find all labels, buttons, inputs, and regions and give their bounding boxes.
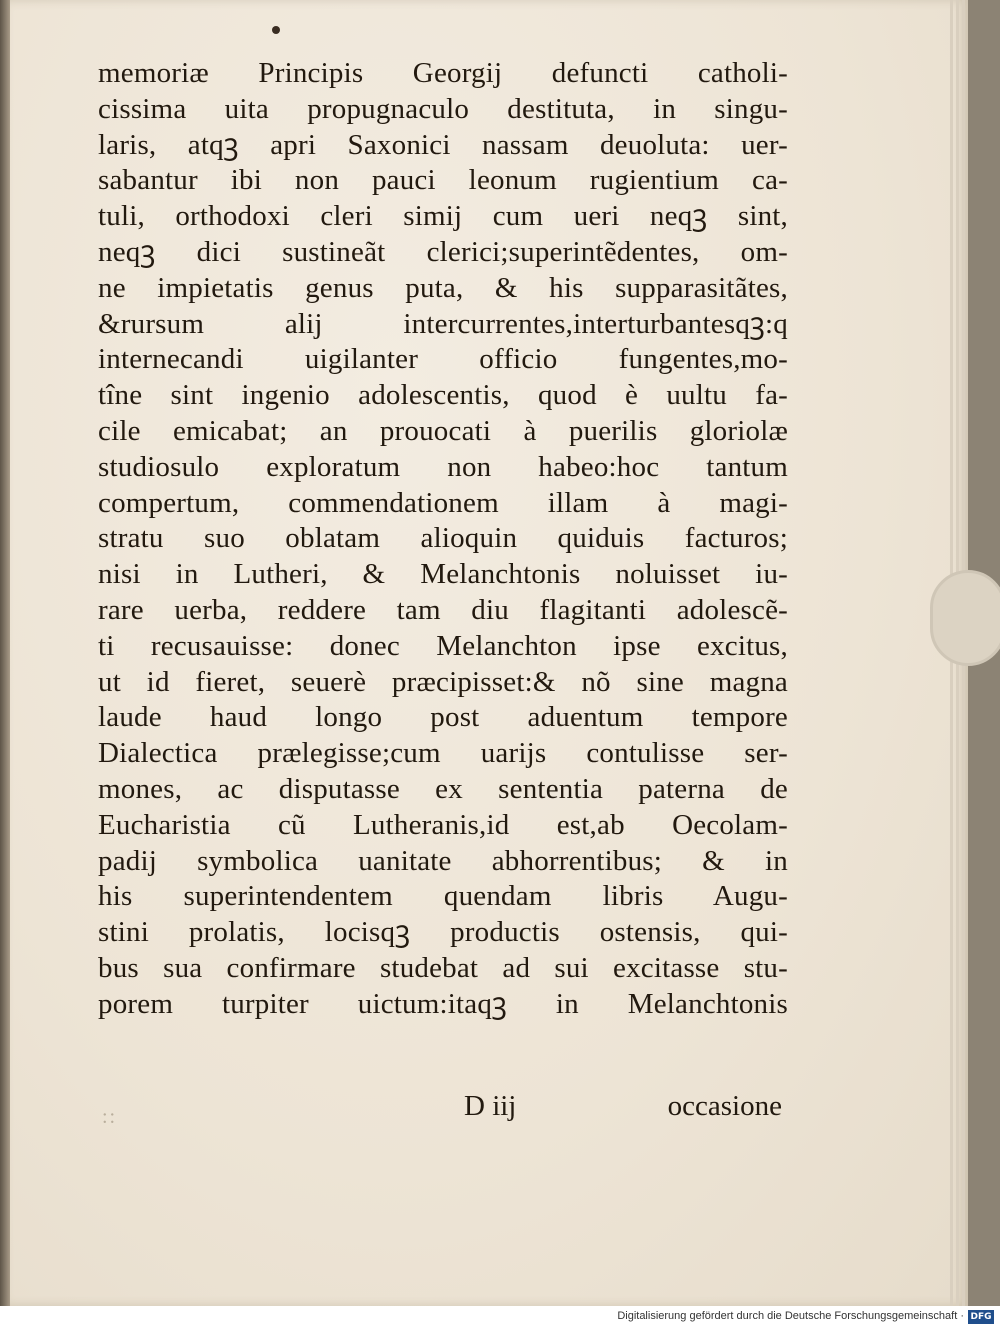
text-line: tuli, orthodoxi cleri simij cum ueri neqꝫ sint, bbox=[98, 200, 788, 233]
dfg-logo-icon: DFG bbox=[968, 1310, 994, 1324]
signature-mark: D iij bbox=[464, 1090, 517, 1122]
text-line: nisi in Lutheri, & Melanchtonis noluisset iu- bbox=[98, 558, 788, 591]
text-line: &rursum alij intercurrentes,interturbantesqꝫ:q bbox=[98, 307, 788, 340]
text-line: padij symbolica uanitate abhorrentibus; & in bbox=[98, 844, 788, 877]
text-line: stratu suo oblatam alioquin quiduis facturos; bbox=[98, 522, 788, 555]
text-line: cile emicabat; an prouocati à puerilis gloriolæ bbox=[98, 414, 788, 447]
text-line: ti recusauisse: donec Melanchton ipse excitus, bbox=[98, 629, 788, 662]
text-line: ut id fieret, seuerè præcipisset:& nõ sine magna bbox=[98, 665, 788, 698]
text-line: porem turpiter uictum:itaqꝫ in Melanchtonis bbox=[98, 987, 788, 1020]
text-line: memoriæ Principis Georgij defuncti catholi- bbox=[98, 57, 788, 89]
page-foot-line bbox=[98, 1090, 788, 1126]
text-line: mones, ac disputasse ex sententia paterna de bbox=[98, 772, 788, 805]
text-line: studiosulo exploratum non habeo:hoc tantum bbox=[98, 450, 788, 483]
text-line: sabantur ibi non pauci leonum rugientium ca- bbox=[98, 164, 788, 197]
text-line: stini prolatis, locisqꝫ productis ostensis, qui- bbox=[98, 916, 788, 949]
funding-credit: Digitalisierung gefördert durch die Deutsche Forschungsgemeinschaft · bbox=[617, 1310, 964, 1322]
text-line: rare uerba, reddere tam diu flagitanti adolescẽ- bbox=[98, 593, 788, 626]
text-line: laris, atqꝫ apri Saxonici nassam deuoluta: uer- bbox=[98, 128, 788, 161]
text-line: bus sua confirmare studebat ad sui excitasse stu- bbox=[98, 951, 788, 984]
book-page bbox=[10, 0, 968, 1306]
text-line: neqꝫ dici sustineãt clerici;superintẽdentes, om- bbox=[98, 235, 788, 268]
text-line: compertum, commendationem illam à magi- bbox=[98, 486, 788, 519]
book-clasp bbox=[930, 570, 1000, 666]
book-binding-edge bbox=[0, 0, 10, 1306]
text-line: his superintendentem quendam libris Augu- bbox=[98, 880, 788, 913]
digitization-footer bbox=[0, 1306, 1000, 1328]
catchword: occasione bbox=[667, 1090, 782, 1122]
text-line: Dialectica prælegisse;cum uarijs contulisse ser- bbox=[98, 737, 788, 770]
text-line: ne impietatis genus puta, & his supparasitãtes, bbox=[98, 271, 788, 304]
text-line: laude haud longo post aduentum tempore bbox=[98, 701, 788, 734]
page-text-block bbox=[98, 56, 788, 1023]
show-through-mark: :: bbox=[102, 1106, 118, 1128]
ink-dot-mark bbox=[272, 26, 280, 34]
text-line: internecandi uigilanter officio fungentes,mo- bbox=[98, 343, 788, 376]
text-line: Eucharistia cũ Lutheranis,id est,ab Oecolam- bbox=[98, 808, 788, 841]
text-line: cissima uita propugnaculo destituta, in singu- bbox=[98, 92, 788, 125]
text-line: tîne sint ingenio adolescentis, quod è uultu fa- bbox=[98, 379, 788, 412]
